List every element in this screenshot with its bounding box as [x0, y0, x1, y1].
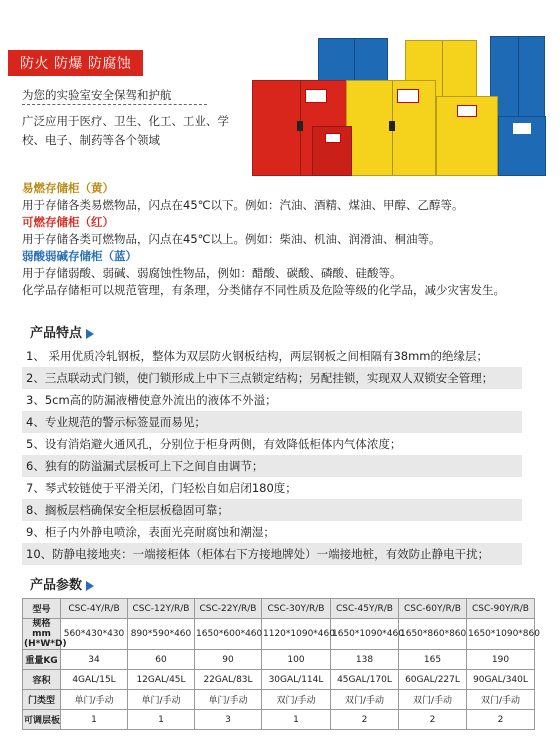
table-cell: 190	[467, 650, 535, 670]
table-header-cell: CSC-45Y/R/B	[331, 599, 399, 619]
storage-summary: 化学品存储柜可以规范管理，有条理，分类储存不同性质及危险等级的化学品，减少灾害发生。	[22, 283, 505, 297]
table-cell: 12GAL/45L	[128, 670, 195, 690]
tagline-divider	[22, 104, 207, 105]
red-cabinet-small	[312, 126, 352, 176]
storage-types	[22, 180, 552, 299]
triangle-right-icon	[86, 329, 94, 339]
table-cell: 1	[128, 710, 195, 730]
table-cell: 34	[61, 650, 128, 670]
table-cell: 单门/手动	[195, 690, 262, 710]
params-title	[30, 574, 94, 593]
table-header-cell: 型号	[23, 599, 61, 619]
table-row	[23, 690, 535, 710]
yellow-cabinet-double	[346, 80, 436, 176]
feature-item: 9、柜子内外静电喷涂，表面光亮耐腐蚀和潮湿；	[26, 525, 275, 539]
params-table	[22, 598, 540, 730]
table-row	[23, 710, 535, 730]
feature-item: 10、防静电接地夹：一端接柜体（柜体右下方接地牌处）一端接地桩，有效防止静电干扰；	[22, 543, 522, 565]
table-cell: 双门/手动	[399, 690, 467, 710]
table-row-head: 门类型	[23, 690, 61, 710]
feature-item: 7、琴式较链使于平滑关闭，门轻松自如启闭180度；	[26, 481, 297, 495]
banner-title: 防火 防爆 防腐蚀	[8, 50, 143, 76]
table-header-cell: CSC-60Y/R/B	[399, 599, 467, 619]
table-cell: 2	[399, 710, 467, 730]
table-cell: 单门/手动	[128, 690, 195, 710]
table-header-cell: CSC-22Y/R/B	[195, 599, 262, 619]
table-cell: 双门/手动	[467, 690, 535, 710]
cabinets-illustration	[250, 28, 550, 178]
table-cell: 1	[262, 710, 331, 730]
table-cell: 2	[331, 710, 399, 730]
table-cell: 30GAL/114L	[262, 670, 331, 690]
table-cell: 138	[331, 650, 399, 670]
table-cell: 165	[399, 650, 467, 670]
application-text: 广泛应用于医疗、卫生、化工、工业、学校、电子、制药等各个领域	[22, 114, 229, 147]
table-cell: 890*590*460	[128, 619, 195, 650]
table-cell: 2	[467, 710, 535, 730]
feature-item: 4、专业规范的警示标签显而易见；	[22, 411, 522, 433]
type-desc-yellow: 用于存储各类易燃物品，闪点在45℃以下。例如：汽油、酒精、煤油、甲醇、乙醇等。	[22, 198, 464, 212]
table-cell: 100	[262, 650, 331, 670]
yellow-cabinet-small	[436, 96, 498, 176]
features-title	[30, 322, 94, 341]
table-cell: 60	[128, 650, 195, 670]
table-cell: 1650*860*860	[399, 619, 467, 650]
table-cell: 1120*1090*460	[262, 619, 331, 650]
feature-item: 8、搁板层档确保安全柜层板稳固可靠；	[22, 499, 522, 521]
table-cell: 1650*600*460	[195, 619, 262, 650]
table-cell: 1	[61, 710, 128, 730]
type-title-red: 可燃存储柜（红）	[22, 215, 114, 229]
tagline: 为您的实验室安全保驾和护航	[22, 88, 172, 102]
table-cell: 560*430*430	[61, 619, 128, 650]
triangle-right-icon	[86, 581, 94, 591]
table-cell: 4GAL/15L	[61, 670, 128, 690]
table-cell: 单门/手动	[61, 690, 128, 710]
feature-item: 1、 采用优质冷轧钢板，整体为双层防火钢板结构，两层钢板之间相隔有38mm的绝缘层；	[26, 349, 489, 363]
table-header-cell: CSC-12Y/R/B	[128, 599, 195, 619]
feature-item: 6、独有的防溢漏式层板可上下之间自由调节；	[22, 455, 522, 477]
feature-item: 3、5cm高的防漏液槽使意外流出的液体不外溢；	[26, 393, 277, 407]
table-cell: 60GAL/227L	[399, 670, 467, 690]
table-cell: 1650*1090*860	[467, 619, 535, 650]
type-title-yellow: 易燃存储柜（黄）	[22, 181, 114, 195]
table-row-head: 容积	[23, 670, 61, 690]
table-cell: 3	[195, 710, 262, 730]
blue-cabinet-small	[498, 116, 546, 176]
features-title-text: 产品特点	[30, 326, 83, 341]
features-list	[22, 345, 522, 565]
table-row	[23, 650, 535, 670]
table-cell: 90	[195, 650, 262, 670]
type-title-blue: 弱酸弱碱存储柜（蓝）	[22, 249, 137, 263]
table-cell: 双门/手动	[331, 690, 399, 710]
table-header-row	[23, 599, 535, 619]
table-row-head: 重量KG	[23, 650, 61, 670]
table-row	[23, 670, 535, 690]
table-header-cell: CSC-90Y/R/B	[467, 599, 535, 619]
feature-item: 5、设有消焰避火通风孔，分别位于柜身两侧，有效降低柜体内气体浓度；	[26, 437, 402, 451]
table-header-cell: CSC-4Y/R/B	[61, 599, 128, 619]
params-title-text: 产品参数	[30, 578, 83, 593]
table-cell: 90GAL/340L	[467, 670, 535, 690]
table-row	[23, 619, 535, 650]
table-cell: 22GAL/83L	[195, 670, 262, 690]
table-cell: 双门/手动	[262, 690, 331, 710]
table-header-cell: CSC-30Y/R/B	[262, 599, 331, 619]
table-row-head: 规格mm (H*W*D)	[24, 619, 67, 649]
type-desc-red: 用于存储各类可燃物品，闪点在45℃以上。例如：柴油、机油、润滑油、桐油等。	[22, 232, 441, 246]
feature-item: 2、三点联动式门锁，使门锁形成上中下三点锁定结构；另配挂锁，实现双人双锁安全管理；	[22, 367, 522, 389]
table-cell: 45GAL/170L	[331, 670, 399, 690]
type-desc-blue: 用于存储弱酸、弱碱、弱腐蚀性物品，例如：醋酸、碳酸、磷酸、硅酸等。	[22, 266, 402, 280]
table-cell: 1650*1090*460	[331, 619, 399, 650]
table-row-head: 可调层板	[23, 710, 61, 730]
